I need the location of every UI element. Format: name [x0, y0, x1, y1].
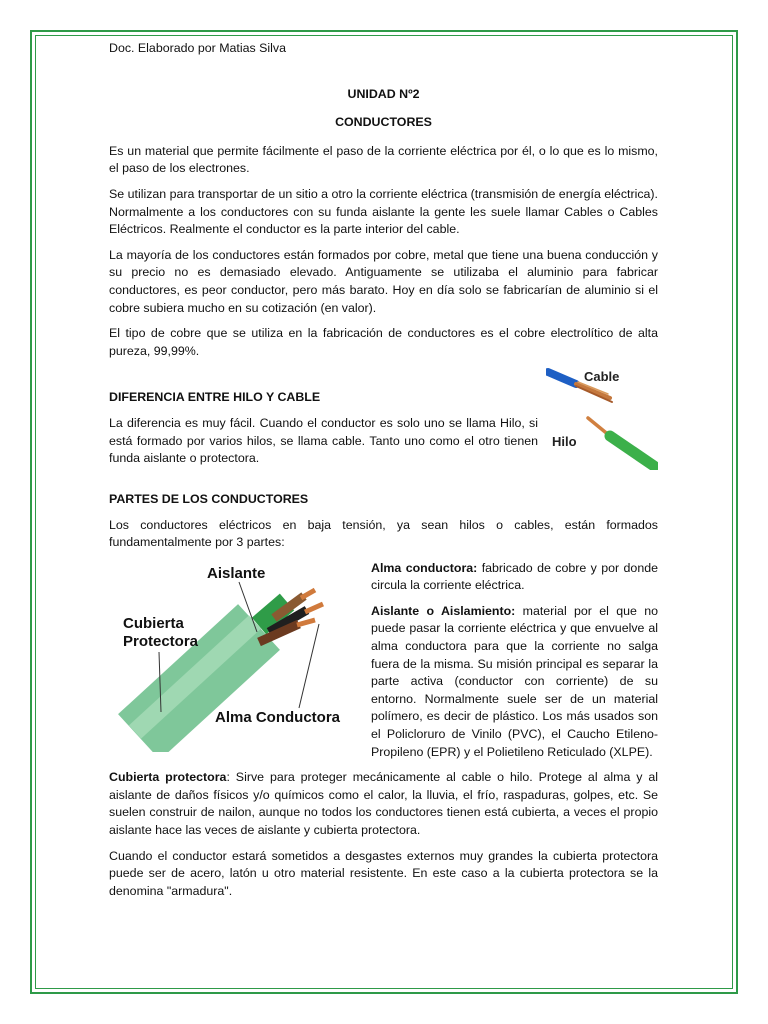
term-alma: Alma conductora: [371, 560, 478, 575]
label-aislante: Aislante [207, 564, 266, 582]
intro-paragraph-1: Es un material que permite fácilmente el paso de la corriente eléctrica por él, o lo que es lo mismo, el paso de los electrones. [109, 143, 658, 176]
label-hilo: Hilo [552, 434, 577, 450]
paragraph-cubierta: Cubierta protectora: Sirve para proteger mecánicamente al cable o hilo. Protege al alma y al aislante de daños físicos y/o químicos como el calor, la lluvia, el frío, raspaduras, golpes, etc. Se suelen construir de nailon, aunque no todos los conductores tienen está cubierta, a veces el propio aislante hace las veces de aislante y cubierta protectora. [109, 770, 658, 837]
label-cubierta-line1: Cubierta [123, 614, 184, 632]
unit-title: UNIDAD Nº2 [347, 86, 420, 101]
section-partes [109, 560, 658, 770]
label-cubierta-line2: Protectora [123, 632, 199, 650]
topic-title: CONDUCTORES [335, 115, 432, 130]
section-text-hilo-cable: La diferencia es muy fácil. Cuando el conductor es solo uno se llama Hilo, si está formado por varios hilos, se llama cable. Tanto uno como el otro tienen funda aislante o protectora. [109, 415, 538, 466]
section-intro-partes: Los conductores eléctricos en baja tensión, ya sean hilos o cables, están formados fundamentalmente por 3 partes: [109, 517, 658, 550]
section-heading-hilo-cable: DIFERENCIA ENTRE HILO Y CABLE [109, 390, 321, 405]
label-alma: Alma Conductora [215, 708, 341, 726]
intro-paragraph-4: El tipo de cobre que se utiliza en la fabricación de conductores es el cobre electrolítico de alta pureza, 99,99%. [109, 326, 658, 358]
paragraph-closing: Cuando el conductor estará sometidos a desgastes externos muy grandes la cubierta protectora puede ser de acero, latón u otro material resistente. En este caso a la cubierta protectora se la denomina "armadura". [109, 848, 658, 898]
author-line: Doc. Elaborado por Matias Silva [109, 41, 286, 55]
document-body [109, 40, 658, 908]
section-heading-partes: PARTES DE LOS CONDUCTORES [109, 491, 309, 506]
conductor-parts-illustration [109, 562, 359, 752]
label-cable: Cable [584, 369, 620, 385]
section-hilo-cable [109, 368, 658, 476]
cable-hilo-illustration [546, 360, 658, 470]
paragraph-aislante: Aislante o Aislamiento: material por el que no puede pasar la corriente eléctrica y que envuelve al alma conductora para que la corriente no salga fuera de la misma. Su misión principal es separar la parte activa (conductor con corriente) de su entorno. Normalmente suele ser de un material polímero, es decir de plástico. Los más usados son el Policloruro de Vinilo (PVC), el Caucho Etileno-Propileno (EPR) y el Polietileno Reticulado (XLPE). [371, 603, 658, 759]
term-cubierta: Cubierta protectora [109, 770, 227, 785]
intro-paragraph-2: Se utilizan para transportar de un sitio a otro la corriente eléctrica (transmisión de energía eléctrica). Normalmente a los conductores con su funda aislante la gente les suele llamar Cables o Cables Eléctricos. Realmente el conductor es la parte interior del cable. [109, 186, 658, 237]
intro-paragraph-3: La mayoría de los conductores están formados por cobre, metal que tiene una buena conducción y su precio no es demasiado elevado. Antiguamente se utilizaba el aluminio para fabricar conductores, es peor conductor, pero más barato. Hoy en día solo se fabricarían de aluminio si el cobre subiera mucho en su cotización (en valor). [109, 247, 658, 315]
paragraph-alma: Alma conductora: fabricado de cobre y por donde circula la corriente eléctrica. [371, 560, 658, 593]
term-aislante: Aislante o Aislamiento: [371, 603, 516, 618]
